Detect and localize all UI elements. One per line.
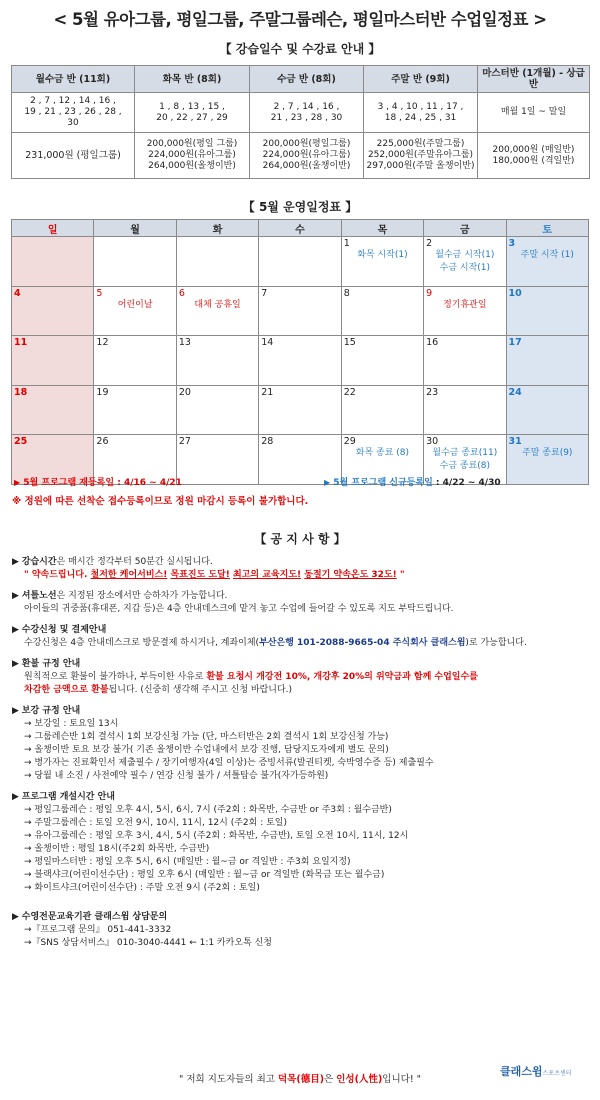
- calendar-day: [259, 385, 341, 435]
- contact-line: →『프로그램 문의』 051-441-3332: [24, 925, 172, 935]
- play-icon: ▶: [14, 478, 21, 487]
- fee-date-line: 30: [67, 118, 79, 128]
- calendar-event: 주말 종료(9): [522, 448, 573, 459]
- calendar-day-number: 31: [508, 436, 522, 448]
- calendar-weekday-row: [12, 220, 589, 237]
- notice-refund: [12, 658, 592, 697]
- refund-penalty-end: 차감한 금액으로 환불: [24, 685, 109, 695]
- capacity-notice: ※ 정원에 따른 선착순 접수등록이므로 정원 마감시 등록이 불가합니다.: [12, 496, 309, 507]
- calendar-day-number: 10: [508, 287, 522, 299]
- calendar-day-number: 6: [178, 287, 185, 299]
- fee-date-line: 21 , 23 , 28 , 30: [270, 112, 343, 123]
- program-line: → 평일마스터반 : 평일 오후 5시, 6시 (매일반 : 월~금 or 격일반 : 주3회 요일지정): [24, 857, 351, 867]
- calendar-day-number: 8: [343, 287, 350, 299]
- fee-target: (유아그룹): [308, 150, 351, 160]
- calendar-day-number: 28: [261, 436, 274, 448]
- fee-date-line: 18 , 24 , 25 , 31: [384, 112, 457, 123]
- calendar-day: [176, 237, 258, 287]
- calendar-day-number: 25: [14, 436, 28, 448]
- fee-date-line: 2 , 7 , 14 , 16 ,: [273, 101, 340, 112]
- fee-price-line: [137, 161, 247, 172]
- fee-price-line: [14, 150, 132, 161]
- reenroll-range: : 4/16 ~ 4/21: [117, 478, 182, 488]
- calendar-day: [12, 336, 94, 386]
- calendar-day-number: 21: [261, 386, 274, 398]
- fee-price-line: [480, 145, 587, 156]
- calendar-event: 월수금 시작(1): [435, 250, 495, 260]
- slogan-quote-open: " 약속드립니다.: [24, 570, 91, 580]
- new-enroll-range: : 4/22 ~ 4/30: [435, 478, 501, 488]
- calendar-week-row: [12, 385, 589, 435]
- slogan-item: 최고의 교육지도!: [233, 570, 302, 580]
- notice-program: [12, 791, 592, 895]
- fee-price-line: [366, 161, 475, 172]
- contact-line: →『SNS 상담서비스』 010-3040-4441 ← 1:1 카카오톡 신청: [24, 938, 273, 948]
- calendar-day-number: 12: [96, 337, 109, 349]
- calendar-event: 정기휴관일: [443, 299, 487, 310]
- calendar-day: [94, 336, 176, 386]
- notice-shuttle-head: 셔틀노선: [21, 591, 57, 601]
- calendar-day-number: 22: [343, 386, 356, 398]
- calendar-day: [424, 237, 506, 287]
- notice-shuttle-line: 아이들의 귀중품(휴대폰, 지갑 등)은 4층 안내데스크에 맡겨 놓고 수업에 들어갈 수 있도록 지도 부탁드립니다.: [24, 604, 454, 614]
- weekday-4: 목: [341, 220, 423, 237]
- new-enroll-label: 5월 프로그램 신규등록일: [333, 478, 433, 488]
- fee-target: (평일 그룹): [192, 139, 238, 149]
- calendar-day: [341, 237, 423, 287]
- refund-penalty: 환불 요청시 개강전 10%, 개강후 20%의 위약금과 함께 수업일수를: [206, 672, 478, 682]
- notices: [12, 556, 592, 958]
- fee-amount: 264,000원: [262, 161, 309, 171]
- fee-header-cell: 주말 반 (9회): [364, 66, 478, 93]
- makeup-line: → 당월 내 소진 / 사전예약 필수 / 연강 신청 불가 / 셔틀탑승 불가(자가등하원): [24, 771, 329, 781]
- triangle-icon: ▶: [12, 706, 22, 716]
- notice-title: 【 공 지 사 항 】: [254, 532, 346, 546]
- reenroll-dates: [14, 475, 182, 488]
- slogan-item: 동절기 약속온도 32도!: [304, 570, 397, 580]
- fee-target: (올챙이반): [194, 161, 236, 171]
- triangle-icon: ▶: [12, 792, 22, 802]
- fee-amount: 297,000원: [366, 161, 413, 171]
- calendar-day-number: 19: [96, 386, 109, 398]
- fee-header-cell: 수금 반 (8회): [250, 66, 364, 93]
- notice-time-head: 강습시간: [21, 557, 57, 567]
- fee-section-title: 【 강습일수 및 수강료 안내 】: [219, 42, 381, 56]
- calendar-day-number: 20: [178, 386, 191, 398]
- fee-header-cell: 마스터반 (1개월) - 상급반: [478, 66, 590, 93]
- fee-header-cell: 월수금 반 (11회): [12, 66, 135, 93]
- calendar-day-number: 29: [343, 436, 356, 448]
- calendar-day-number: 15: [343, 337, 356, 349]
- fee-date-line: 20 , 22 , 27 , 29: [156, 112, 228, 123]
- calendar-day: [506, 385, 588, 435]
- fee-target: (주말 올챙이반): [412, 161, 475, 171]
- calendar-week-row: [12, 336, 589, 386]
- fee-target: (격일반): [538, 155, 575, 166]
- calendar-event: 수금 시작(1): [439, 263, 491, 273]
- play-icon: ▶: [324, 478, 331, 487]
- calendar-day: [341, 385, 423, 435]
- makeup-line: → 보강일 : 토요일 13시: [24, 719, 119, 729]
- calendar-week-row: [12, 237, 589, 287]
- calendar-day: [424, 286, 506, 336]
- calendar-day-number: 23: [426, 386, 439, 398]
- calendar-day-number: 17: [508, 337, 522, 349]
- fee-dates-cell: [478, 93, 590, 133]
- triangle-icon: ▶: [12, 591, 22, 601]
- weekday-5: 금: [424, 220, 506, 237]
- calendar-day: [176, 336, 258, 386]
- calendar-day: [176, 435, 258, 485]
- calendar-day-number: 27: [178, 436, 191, 448]
- calendar-day: [176, 286, 258, 336]
- fee-dates-row: [12, 93, 590, 133]
- refund-text: 원칙적으로 환불이 불가하나, 부득이한 사유로: [24, 672, 207, 682]
- calendar-day: [259, 237, 341, 287]
- fee-date-line: 매월 1일 ~ 말일: [500, 107, 567, 117]
- notice-makeup-head: 보강 규정 안내: [21, 706, 81, 716]
- weekday-6: 토: [506, 220, 588, 237]
- fee-amount: 264,000원: [148, 161, 195, 171]
- fee-target: (유아그룹): [194, 150, 236, 160]
- page-title: < 5월 유아그룹, 평일그룹, 주말그룹레슨, 평일마스터반 수업일정표 >: [53, 10, 547, 29]
- fee-price-cell: [478, 133, 590, 179]
- makeup-line: → 그룹레슨반 1회 결석시 1회 보강신청 가능 (단, 마스터반은 2회 결석시 1회 보강신청 가능): [24, 732, 389, 742]
- calendar-day-number: 2: [426, 238, 433, 249]
- calendar-day-number: 30: [426, 436, 439, 448]
- calendar-week-row: [12, 286, 589, 336]
- calendar-day: [94, 237, 176, 287]
- fee-price-cell: [250, 133, 364, 179]
- fee-table: [11, 65, 590, 179]
- fee-target: (주말유아그룹): [413, 150, 474, 160]
- fee-prices-row: [12, 133, 590, 179]
- fee-price-line: [366, 150, 475, 161]
- fee-price-cell: [135, 133, 250, 179]
- notice-time-text: 은 매시간 정각부터 50분간 실시됩니다.: [56, 557, 213, 567]
- fee-target: (올챙이반): [308, 161, 351, 171]
- calendar-day: [506, 286, 588, 336]
- fee-amount: 225,000원: [376, 139, 423, 149]
- weekday-1: 월: [94, 220, 176, 237]
- notice-apply-text: 수강신청은 4층 안내데스크로 방문결제 하시거나, 계좌이체(: [24, 638, 260, 648]
- fee-header-row: [12, 66, 590, 93]
- calendar-event: 화목 시작(1): [357, 250, 408, 260]
- calendar-day-number: 3: [508, 238, 516, 249]
- fee-amount: 180,000원: [492, 155, 539, 166]
- calendar-day: [506, 336, 588, 386]
- calendar-title: 【 5월 운영일정표 】: [242, 200, 358, 214]
- makeup-line: → 올챙이반 토요 보강 불가( 기존 올챙이반 수업내에서 보강 진행, 담당지도자에게 별도 문의): [24, 745, 389, 755]
- fee-price-line: [252, 139, 361, 150]
- calendar-day: [424, 385, 506, 435]
- program-line: → 주말그룹레슨 : 토일 오전 9시, 10시, 11시, 12시 (주2회 : 토일): [24, 818, 287, 828]
- quote-text: " 저희 지도자들의 최고: [178, 1074, 278, 1085]
- calendar-day-number: 4: [14, 287, 21, 299]
- calendar-day: [341, 286, 423, 336]
- slogan-item: 목표진도 도달!: [170, 570, 230, 580]
- fee-price-cell: [364, 133, 478, 179]
- calendar-day: [12, 385, 94, 435]
- fee-amount: 200,000원: [492, 144, 539, 155]
- notice-time: [12, 556, 592, 582]
- fee-target: (평일그룹): [73, 150, 121, 161]
- fee-price-line: [252, 161, 361, 172]
- fee-target: (평일그룹): [308, 139, 351, 149]
- makeup-line: → 병가자는 진료확인서 제출필수 / 장기여행자(4일 이상)는 증빙서류(발권티켓, 숙박영수증 등) 제출필수: [24, 758, 434, 768]
- fee-price-cell: [12, 133, 135, 179]
- notice-shuttle: [12, 590, 592, 616]
- notice-slogan: [12, 569, 592, 582]
- fee-amount: 200,000원: [262, 139, 309, 149]
- program-line: → 화이트샤크(어린이선수단) : 주말 오전 9시 (주2회 : 토일): [24, 883, 260, 893]
- fee-date-line: 3 , 4 , 10 , 11 , 17 ,: [377, 101, 464, 112]
- triangle-icon: ▶: [12, 625, 22, 635]
- triangle-icon: ▶: [12, 557, 22, 567]
- notice-apply-head: 수강신청 및 결제안내: [21, 625, 107, 635]
- slogan-item: 철저한 케어서비스!: [90, 570, 168, 580]
- calendar-day-number: 1: [343, 238, 350, 249]
- program-line: → 평일그룹레슨 : 평일 오후 4시, 5시, 6시, 7시 (주2회 : 화목반, 수금반 or 주3회 : 월수금반): [24, 805, 392, 815]
- bank-account: 부산은행 101-2088-9665-04 주식회사 클래스윔: [259, 638, 466, 648]
- weekday-0: 일: [12, 220, 94, 237]
- calendar-day-number: 26: [96, 436, 109, 448]
- fee-price-line: [137, 139, 247, 150]
- calendar-day: [12, 237, 94, 287]
- triangle-icon: ▶: [12, 659, 22, 669]
- calendar-day: [506, 237, 588, 287]
- fee-amount: 224,000원: [148, 150, 195, 160]
- fee-price-line: [252, 150, 361, 161]
- notice-contact-head: 수영전문교육기관 클래스윔 상담문의: [21, 912, 168, 922]
- calendar-day-number: 7: [261, 287, 268, 299]
- calendar-day: [176, 385, 258, 435]
- fee-dates-cell: [250, 93, 364, 133]
- calendar-day-number: 16: [426, 337, 439, 349]
- calendar-day-number: 24: [508, 386, 522, 398]
- fee-price-line: [137, 150, 247, 161]
- reenroll-label: 5월 프로그램 재등록일: [23, 478, 115, 488]
- quote-virtue: 덕목(德目): [278, 1074, 325, 1085]
- calendar-day: [424, 336, 506, 386]
- calendar-day-number: 9: [426, 287, 433, 299]
- fee-dates-cell: [364, 93, 478, 133]
- logo-text: 클래스윔: [500, 1065, 543, 1078]
- quote-character: 인성(人性): [336, 1074, 383, 1085]
- calendar-event: 주말 시작 (1): [520, 250, 574, 260]
- notice-contact: [12, 911, 592, 950]
- refund-text-end: 됩니다. (신중히 생각해 주시고 신청 바랍니다.): [108, 685, 293, 695]
- calendar-event: 수금 종료(8): [439, 461, 491, 472]
- slogan-quote-close: ": [396, 570, 405, 580]
- new-enroll-dates: [324, 475, 501, 488]
- calendar-day: [94, 286, 176, 336]
- calendar-day: [341, 336, 423, 386]
- fee-price-line: [480, 156, 587, 167]
- calendar-day: [506, 435, 588, 485]
- fee-target: (매일반): [538, 144, 575, 155]
- calendar-day-number: 11: [14, 337, 28, 349]
- program-line: → 유아그룹레슨 : 평일 오후 3시, 4시, 5시 (주2회 : 화목반, 수금반), 토일 오전 10시, 11시, 12시: [24, 831, 409, 841]
- weekday-3: 수: [259, 220, 341, 237]
- fee-date-line: 1 , 8 , 13 , 15 ,: [159, 101, 225, 112]
- calendar-day: [259, 286, 341, 336]
- fee-amount: 224,000원: [262, 150, 309, 160]
- fee-header-cell: 화목 반 (8회): [135, 66, 250, 93]
- fee-amount: 252,000원: [367, 150, 414, 160]
- fee-dates-cell: [12, 93, 135, 133]
- fee-price-line: [366, 139, 475, 150]
- notice-program-head: 프로그램 개설시간 안내: [21, 792, 116, 802]
- fee-amount: 200,000원: [146, 139, 193, 149]
- calendar-day-number: 5: [96, 287, 103, 299]
- fee-date-line: 2 , 7 , 12 , 14 , 16 ,: [30, 96, 116, 106]
- weekday-2: 화: [176, 220, 258, 237]
- calendar-day: [259, 336, 341, 386]
- fee-target: (주말그룹): [422, 139, 465, 149]
- calendar-event: 화목 종료 (8): [355, 448, 410, 459]
- fee-amount: 231,000원: [25, 150, 74, 161]
- calendar-day: [12, 286, 94, 336]
- calendar-day-number: 13: [178, 337, 191, 349]
- quote-text-end: 입니다! ": [382, 1074, 422, 1085]
- calendar-day: [94, 385, 176, 435]
- logo-sub: 스포츠센터: [542, 1070, 572, 1077]
- notice-refund-head: 환불 규정 안내: [21, 659, 81, 669]
- notice-shuttle-text: 은 지정된 장소에서만 승하차가 가능합니다.: [56, 591, 228, 601]
- notice-apply-text-end: )로 가능합니다.: [465, 638, 527, 648]
- fee-dates-cell: [135, 93, 250, 133]
- calendar-day-number: 14: [261, 337, 274, 349]
- fee-date-line: 19 , 21 , 23 , 26 , 28 ,: [24, 107, 122, 117]
- triangle-icon: ▶: [12, 912, 22, 922]
- notice-makeup: [12, 705, 592, 783]
- quote-text-mid: 은: [324, 1074, 337, 1085]
- calendar-event: 대체 공휴일: [194, 299, 241, 310]
- program-line: → 올챙이반 : 평일 18시(주2회 화목반, 수금반): [24, 844, 210, 854]
- logo: [500, 1063, 572, 1079]
- calendar-event: 어린이날: [117, 299, 153, 310]
- calendar-event: 월수금 종료(11): [432, 448, 498, 459]
- notice-apply: [12, 624, 592, 650]
- program-line: → 블랙샤크(어린이선수단) : 평일 오후 6시 (매일반 : 월~금 or 격일반 (화목금 또는 월수금): [24, 870, 385, 880]
- calendar-table: [11, 219, 589, 485]
- calendar-day-number: 18: [14, 386, 28, 398]
